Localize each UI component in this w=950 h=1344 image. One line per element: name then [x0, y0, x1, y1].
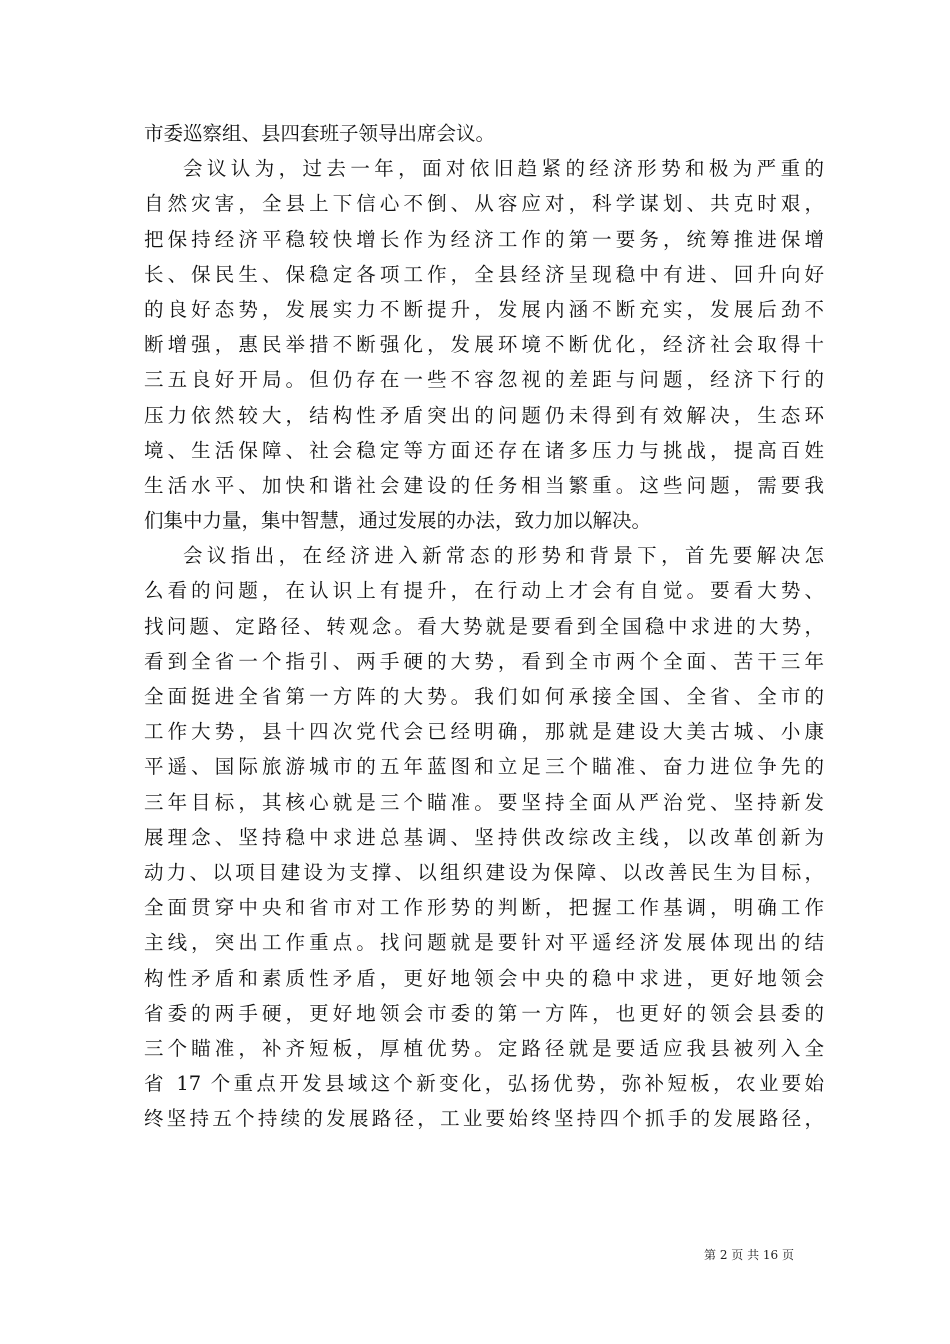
text-line: 三个瞄准，补齐短板，厚植优势。定路径就是要适应我县被列入全	[144, 1036, 824, 1060]
text-line: 境、生活保障、社会稳定等方面还存在诸多压力与挑战，提高百姓	[144, 438, 824, 462]
text-line: 终坚持五个持续的发展路径，工业要始终坚持四个抓手的发展路径，	[144, 1107, 824, 1131]
text-line: 压力依然较大，结构性矛盾突出的问题仍未得到有效解决，生态环	[144, 403, 824, 427]
text-line: 工作大势，县十四次党代会已经明确，那就是建设大美古城、小康	[144, 720, 824, 744]
text-line: 找问题、定路径、转观念。看大势就是要看到全国稳中求进的大势，	[144, 614, 824, 638]
text-line: 会议指出，在经济进入新常态的形势和背景下，首先要解决怎	[183, 544, 824, 568]
body-text	[144, 116, 824, 1136]
text-line: 么看的问题，在认识上有提升，在行动上才会有自觉。要看大势、	[144, 579, 824, 603]
text-line: 的良好态势，发展实力不断提升，发展内涵不断充实，发展后劲不	[144, 297, 824, 321]
text-line: 长、保民生、保稳定各项工作，全县经济呈现稳中有进、回升向好	[144, 262, 824, 286]
text-line: 展理念、坚持稳中求进总基调、坚持供改综改主线，以改革创新为	[144, 825, 824, 849]
text-line: 生活水平、加快和谐社会建设的任务相当繁重。这些问题，需要我	[144, 473, 824, 497]
text-line: 断增强，惠民举措不断强化，发展环境不断优化，经济社会取得十	[144, 333, 824, 357]
text-line: 自然灾害，全县上下信心不倒、从容应对，科学谋划、共克时艰，	[144, 192, 824, 216]
text-line: 平遥、国际旅游城市的五年蓝图和立足三个瞄准、奋力进位争先的	[144, 755, 824, 779]
text-line: 看到全省一个指引、两手硬的大势，看到全市两个全面、苦干三年	[144, 649, 824, 673]
text-line: 主线，突出工作重点。找问题就是要针对平遥经济发展体现出的结	[144, 931, 824, 955]
text-line: 市委巡察组、县四套班子领导出席会议。	[144, 122, 496, 145]
text-line: 三五良好开局。但仍存在一些不容忽视的差距与问题，经济下行的	[144, 368, 824, 392]
text-line: 把保持经济平稳较快增长作为经济工作的第一要务，统筹推进保增	[144, 227, 824, 251]
text-line: 省委的两手硬，更好地领会市委的第一方阵，也更好的领会县委的	[144, 1001, 824, 1025]
text-line: 三年目标，其核心就是三个瞄准。要坚持全面从严治党、坚持新发	[144, 790, 824, 814]
text-line: 会议认为，过去一年，面对依旧趋紧的经济形势和极为严重的	[183, 157, 824, 181]
text-line: 们集中力量，集中智慧，通过发展的办法，致力加以解决。	[144, 509, 652, 533]
paragraph	[144, 116, 824, 151]
text-line: 全面挺进全省第一方阵的大势。我们如何承接全国、全省、全市的	[144, 685, 824, 708]
page-footer: 第 2 页 共 16 页	[704, 1248, 794, 1262]
text-line: 构性矛盾和素质性矛盾，更好地领会中央的稳中求进，更好地领会	[144, 966, 824, 990]
text-line: 全面贯穿中央和省市对工作形势的判断，把握工作基调，明确工作	[144, 896, 824, 920]
paragraph	[144, 151, 824, 538]
paragraph	[144, 538, 824, 1136]
text-line: 动力、以项目建设为支撑、以组织建设为保障、以改善民生为目标，	[144, 860, 824, 884]
text-line: 省 17 个重点开发县域这个新变化，弘扬优势，弥补短板，农业要始	[144, 1072, 824, 1096]
